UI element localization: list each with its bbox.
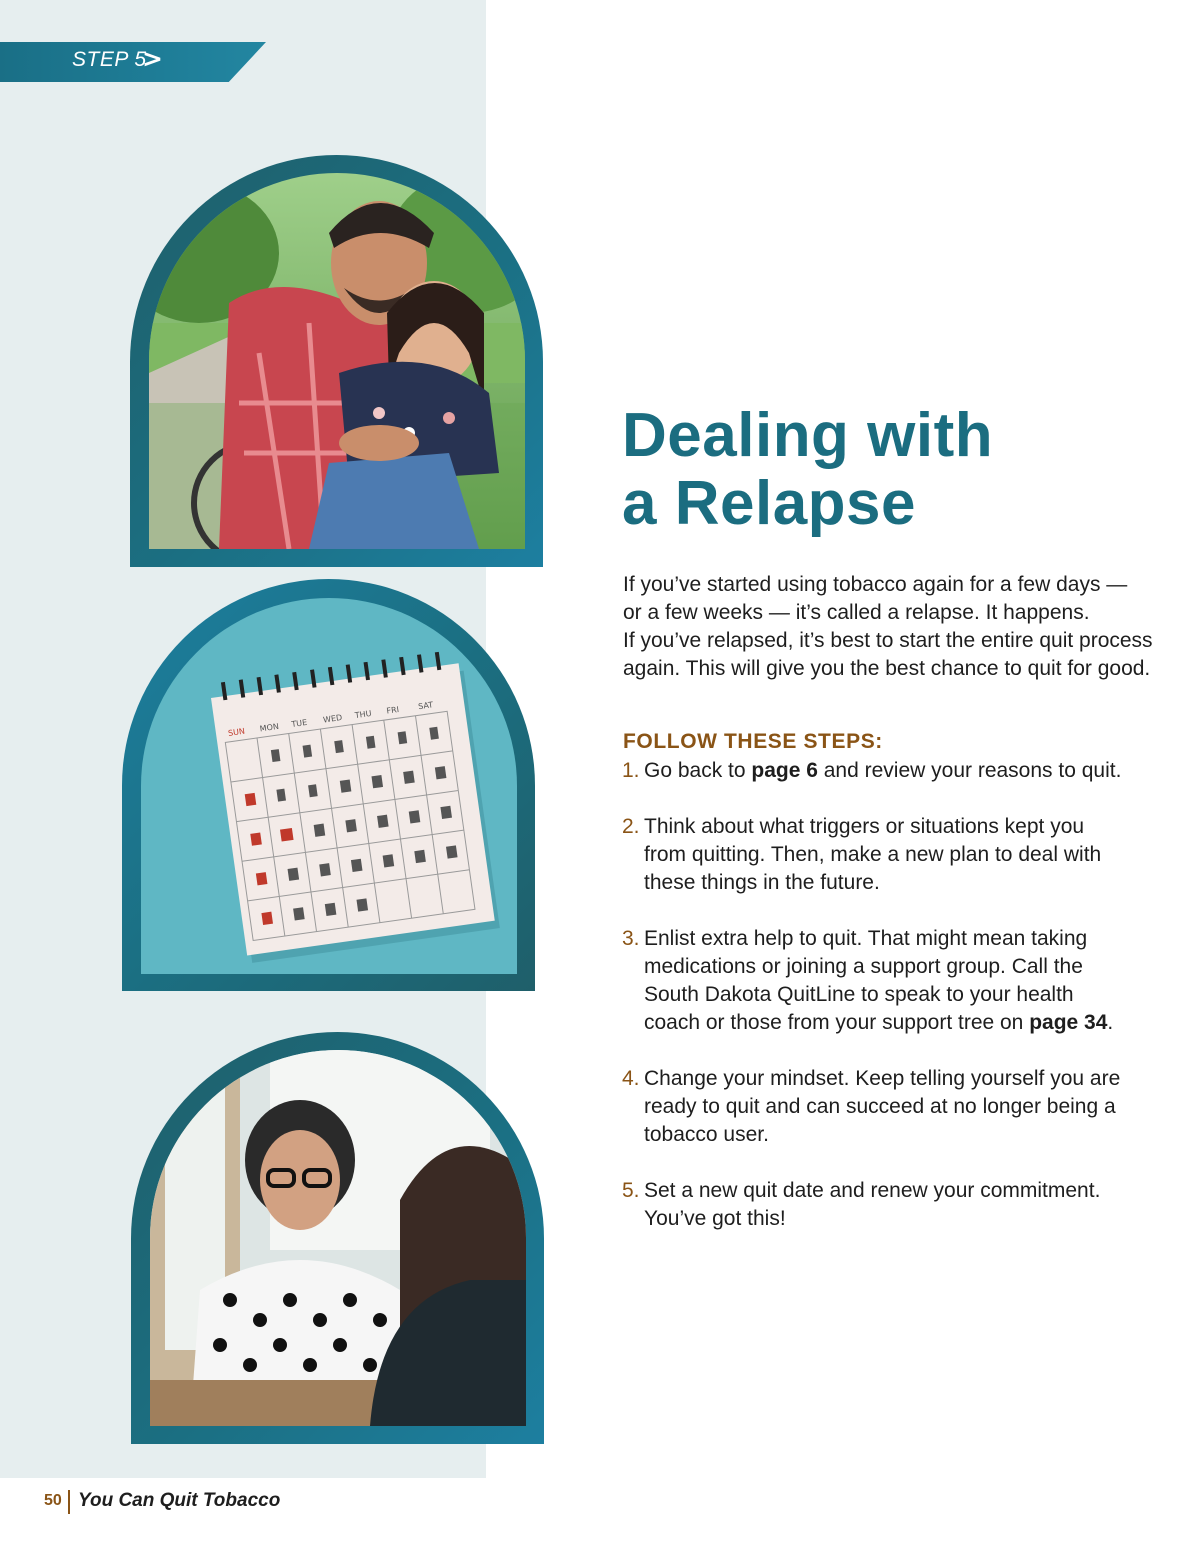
step-line: these things in the future. [644,871,880,894]
step-line: Enlist extra help to quit. That might mean taking [644,927,1088,950]
page-title-line-2: a Relapse [622,469,917,538]
footer-divider [68,1490,70,1514]
step-line: Change your mindset. Keep telling yourself you are [644,1067,1121,1090]
intro-paragraph [623,571,1163,683]
step-label: STEP 5 [72,48,147,71]
step-item-5 [622,1177,1162,1233]
father-daughter-photo-art [149,173,525,549]
step-text: . [1107,1011,1114,1034]
step-item-1 [622,757,1162,785]
calendar-photo-art [141,598,517,974]
step-line: South Dakota QuitLine to speak to your health [644,983,1074,1006]
step-text: and review your reasons to quit. [817,759,1122,782]
calendar-weekday: SAT [417,700,434,712]
counseling-meeting-photo-art [150,1050,526,1426]
step-line [644,757,1162,785]
step-line [644,1009,1162,1037]
father-daughter-photo [149,173,525,549]
step-item-2 [622,813,1162,897]
page-title [622,402,993,538]
intro-line: or a few weeks — it’s called a relapse. It happens. [623,601,1090,624]
page-title-line-1: Dealing with [622,401,994,470]
step-item-4 [622,1065,1162,1149]
page-number: 50 [44,1492,62,1509]
chevron-right-icon: > [142,44,163,73]
counseling-meeting-photo [150,1050,526,1426]
step-number: 5. [622,1179,640,1202]
calendar-weekday: TUE [290,717,308,730]
intro-line: If you’ve started using tobacco again for a few days — [623,573,1128,596]
step-item-3 [622,925,1162,1037]
calendar-weekday: FRI [385,704,400,716]
step-text: coach or those from your support tree on [644,1011,1030,1034]
step-number: 2. [622,815,640,838]
step-number: 3. [622,927,640,950]
steps-heading: FOLLOW THESE STEPS: [623,730,883,753]
page-reference: page 34 [1029,1011,1108,1034]
step-line: Set a new quit date and renew your commitment. [644,1179,1101,1202]
intro-line: again. This will give you the best chance to quit for good. [623,657,1151,680]
step-line: ready to quit and can succeed at no longer being a [644,1095,1116,1118]
step-line: tobacco user. [644,1123,769,1146]
step-line: Think about what triggers or situations kept you [644,815,1085,838]
step-number: 1. [622,759,640,782]
calendar-weekday: SUN [227,726,246,738]
calendar-weekday: WED [322,712,343,725]
intro-line: If you’ve relapsed, it’s best to start the entire quit process [623,629,1153,652]
calendar-weekday: MON [259,721,280,734]
steps-list [622,757,1162,1261]
step-line: medications or joining a support group. Call the [644,955,1083,978]
step-line: from quitting. Then, make a new plan to deal with [644,843,1102,866]
calendar-weekday: THU [354,708,373,721]
step-line: You’ve got this! [644,1207,786,1230]
footer-book-title: You Can Quit Tobacco [78,1490,281,1511]
step-number: 4. [622,1067,640,1090]
calendar-photo [141,598,517,974]
page-reference: page 6 [751,759,818,782]
step-text: Go back to [644,759,752,782]
